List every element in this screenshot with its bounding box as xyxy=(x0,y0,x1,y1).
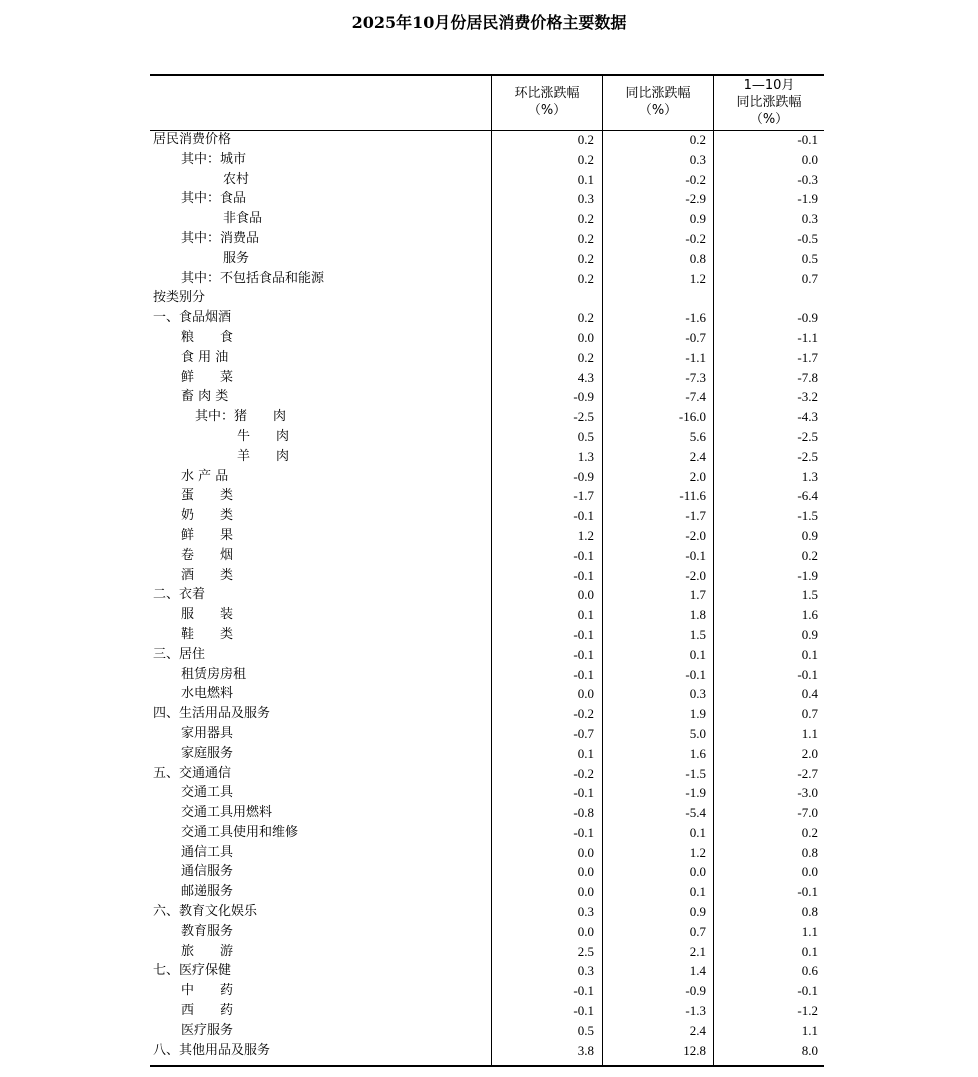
ytd-value: -0.5 xyxy=(797,230,818,246)
bottom-rule xyxy=(150,1065,824,1067)
ytd-value: -1.9 xyxy=(797,567,818,583)
table-row xyxy=(150,150,824,170)
ytd-value: 2.0 xyxy=(801,745,818,761)
mom-value: 0.2 xyxy=(577,250,594,266)
mom-value: -0.1 xyxy=(573,983,594,999)
row-label: 居民消费价格 xyxy=(153,132,232,147)
mom-value: -0.7 xyxy=(573,725,594,741)
table-row xyxy=(150,704,824,724)
ytd-value: 0.2 xyxy=(801,547,818,563)
table-row xyxy=(150,803,824,823)
header-yoy-line2: （%） xyxy=(638,103,678,118)
yoy-value: -2.9 xyxy=(685,191,706,207)
yoy-value: 1.9 xyxy=(689,706,706,722)
table-row xyxy=(150,1021,824,1041)
row-label: 医疗服务 xyxy=(181,1022,234,1038)
mom-value: 0.3 xyxy=(577,191,594,207)
ytd-value: -7.0 xyxy=(797,805,818,821)
yoy-value: -11.6 xyxy=(679,488,706,504)
row-label: 中 药 xyxy=(181,983,234,999)
ytd-value: 1.5 xyxy=(801,587,818,603)
table-row xyxy=(150,170,824,190)
ytd-value: 0.1 xyxy=(801,646,818,662)
yoy-value: 12.8 xyxy=(683,1042,706,1058)
row-label: 教育服务 xyxy=(181,923,234,939)
top-rule xyxy=(150,74,824,76)
table-row xyxy=(150,249,824,269)
yoy-value: 1.8 xyxy=(689,607,706,623)
mom-value: 0.2 xyxy=(577,349,594,365)
mom-value: -0.1 xyxy=(573,567,594,583)
header-yoy-line1: 同比涨跌幅 xyxy=(625,86,691,101)
yoy-value: 0.9 xyxy=(689,904,706,920)
yoy-value: -1.9 xyxy=(685,785,706,801)
mom-value: 0.2 xyxy=(577,270,594,286)
table-row xyxy=(150,407,824,427)
yoy-value: 0.9 xyxy=(689,211,706,227)
table-row xyxy=(150,506,824,526)
table-row xyxy=(150,922,824,942)
mom-value: 0.0 xyxy=(577,884,594,900)
ytd-value: 1.3 xyxy=(801,468,818,484)
table-row xyxy=(150,526,824,546)
mom-value: -0.1 xyxy=(573,547,594,563)
mom-value: 0.0 xyxy=(577,864,594,880)
mom-value: -0.1 xyxy=(573,626,594,642)
row-label: 三、居住 xyxy=(153,646,206,662)
table-row xyxy=(150,961,824,981)
header-ytd-line1: 1—10月 xyxy=(743,77,795,93)
ytd-value: -1.1 xyxy=(797,329,818,345)
ytd-value: -1.2 xyxy=(797,1003,818,1019)
row-label: 蛋 类 xyxy=(181,488,234,504)
ytd-value: 1.6 xyxy=(801,607,818,623)
ytd-value: -4.3 xyxy=(797,409,818,425)
table-body xyxy=(150,130,824,1060)
row-label: 交通工具 xyxy=(181,785,234,801)
row-label: 其中：消费品 xyxy=(181,230,260,246)
table-row xyxy=(150,744,824,764)
mom-value: 0.1 xyxy=(577,607,594,623)
ytd-value: -2.5 xyxy=(797,428,818,444)
row-label: 粮 食 xyxy=(181,329,234,345)
mom-value: -0.9 xyxy=(573,468,594,484)
mom-value: 0.0 xyxy=(577,844,594,860)
table-row xyxy=(150,1041,824,1061)
ytd-value: 0.9 xyxy=(801,626,818,642)
yoy-value: 2.4 xyxy=(689,448,706,464)
mom-value: -2.5 xyxy=(573,409,594,425)
table-row xyxy=(150,882,824,902)
row-label: 旅 游 xyxy=(181,943,234,959)
ytd-value: 0.7 xyxy=(801,706,818,722)
yoy-value: -7.3 xyxy=(685,369,706,385)
row-label: 家用器具 xyxy=(181,725,234,741)
table-row xyxy=(150,1001,824,1021)
ytd-value: -0.1 xyxy=(797,884,818,900)
yoy-value: 1.7 xyxy=(689,587,706,603)
row-label: 鲜 菜 xyxy=(181,369,234,385)
ytd-value: 0.1 xyxy=(801,943,818,959)
header-mom xyxy=(492,74,602,130)
row-label: 酒 类 xyxy=(181,567,234,583)
yoy-value: 0.2 xyxy=(689,132,706,147)
row-label: 一、食品烟酒 xyxy=(153,310,232,326)
table-row xyxy=(150,447,824,467)
ytd-value: -7.8 xyxy=(797,369,818,385)
table-row xyxy=(150,823,824,843)
row-label: 通信服务 xyxy=(181,864,234,880)
mom-value: 0.0 xyxy=(577,587,594,603)
ytd-value: 0.2 xyxy=(801,824,818,840)
mom-value: -0.1 xyxy=(573,1003,594,1019)
row-label: 奶 类 xyxy=(181,508,234,524)
ytd-value: -2.5 xyxy=(797,448,818,464)
mom-value: -0.8 xyxy=(573,805,594,821)
ytd-value: 0.9 xyxy=(801,527,818,543)
row-label: 四、生活用品及服务 xyxy=(153,706,271,722)
mom-value: -1.7 xyxy=(573,488,594,504)
row-label: 水电燃料 xyxy=(181,686,234,702)
table-row xyxy=(150,605,824,625)
yoy-value: -7.4 xyxy=(685,389,706,405)
row-label: 服务 xyxy=(223,250,250,266)
yoy-value: -1.6 xyxy=(685,310,706,326)
mom-value: 0.1 xyxy=(577,171,594,187)
table-row xyxy=(150,328,824,348)
ytd-value: -3.2 xyxy=(797,389,818,405)
ytd-value: 1.1 xyxy=(801,923,818,939)
mom-value: 0.0 xyxy=(577,686,594,702)
table-row xyxy=(150,486,824,506)
mom-value: 0.2 xyxy=(577,230,594,246)
ytd-value: -0.1 xyxy=(797,132,818,147)
row-label: 七、医疗保健 xyxy=(153,963,232,979)
yoy-value: 1.5 xyxy=(689,626,706,642)
row-label: 租赁房房租 xyxy=(181,666,247,682)
row-label: 其中：食品 xyxy=(181,191,247,207)
row-label: 畜 肉 类 xyxy=(181,389,229,405)
mom-value: 2.5 xyxy=(577,943,594,959)
mom-value: 0.5 xyxy=(577,428,594,444)
yoy-value: -1.5 xyxy=(685,765,706,781)
row-label: 食 用 油 xyxy=(181,349,229,365)
yoy-value: -1.3 xyxy=(685,1003,706,1019)
yoy-value: -2.0 xyxy=(685,527,706,543)
table-row xyxy=(150,348,824,368)
mom-value: -0.2 xyxy=(573,765,594,781)
row-label: 通信工具 xyxy=(181,844,234,860)
ytd-value: -3.0 xyxy=(797,785,818,801)
table-row xyxy=(150,566,824,586)
table-row xyxy=(150,862,824,882)
mom-value: 0.2 xyxy=(577,151,594,167)
ytd-value: 0.6 xyxy=(801,963,818,979)
ytd-value: -0.1 xyxy=(797,666,818,682)
table-row xyxy=(150,585,824,605)
table-row xyxy=(150,269,824,289)
header-ytd-line3: （%） xyxy=(749,111,789,127)
row-label: 其中：城市 xyxy=(181,151,247,167)
ytd-value: -1.5 xyxy=(797,508,818,524)
mom-value: 0.0 xyxy=(577,329,594,345)
mom-value: -0.1 xyxy=(573,785,594,801)
ytd-value: 0.8 xyxy=(801,844,818,860)
ytd-value: 1.1 xyxy=(801,725,818,741)
mom-value: 0.5 xyxy=(577,1022,594,1038)
yoy-value: 0.1 xyxy=(689,824,706,840)
ytd-value: 0.5 xyxy=(801,250,818,266)
row-label: 其中：不包括食品和能源 xyxy=(181,270,325,286)
table-row xyxy=(150,645,824,665)
ytd-value: 0.8 xyxy=(801,904,818,920)
mom-value: -0.1 xyxy=(573,666,594,682)
ytd-value: -0.1 xyxy=(797,983,818,999)
yoy-value: -0.2 xyxy=(685,230,706,246)
ytd-value: -1.9 xyxy=(797,191,818,207)
yoy-value: 0.3 xyxy=(689,686,706,702)
page-title: 2025年10月份居民消费价格主要数据 xyxy=(351,13,627,32)
mom-value: 0.0 xyxy=(577,923,594,939)
header-mom-line2: （%） xyxy=(527,103,567,118)
yoy-value: -5.4 xyxy=(685,805,706,821)
table-row xyxy=(150,229,824,249)
yoy-value: 2.4 xyxy=(689,1022,706,1038)
table-row xyxy=(150,427,824,447)
row-label: 羊 肉 xyxy=(237,448,290,464)
yoy-value: 5.0 xyxy=(689,725,706,741)
table-row xyxy=(150,684,824,704)
yoy-value: 1.4 xyxy=(689,963,706,979)
table-row xyxy=(150,665,824,685)
table-row xyxy=(150,467,824,487)
row-label: 农村 xyxy=(223,171,250,187)
mom-value: 0.2 xyxy=(577,132,594,147)
row-label: 交通工具使用和维修 xyxy=(181,824,299,840)
ytd-value: -0.3 xyxy=(797,171,818,187)
table-row xyxy=(150,625,824,645)
ytd-value: 1.1 xyxy=(801,1022,818,1038)
table-row xyxy=(150,724,824,744)
ytd-value: 0.0 xyxy=(801,151,818,167)
ytd-value: -0.9 xyxy=(797,310,818,326)
ytd-value: 0.4 xyxy=(801,686,818,702)
yoy-value: 0.0 xyxy=(689,864,706,880)
table-row xyxy=(150,368,824,388)
mom-value: -0.1 xyxy=(573,646,594,662)
mom-value: 3.8 xyxy=(577,1042,594,1058)
yoy-value: 5.6 xyxy=(689,428,706,444)
table-row xyxy=(150,942,824,962)
table-row xyxy=(150,288,824,308)
mom-value: -0.1 xyxy=(573,824,594,840)
row-label: 鞋 类 xyxy=(181,626,234,642)
yoy-value: -16.0 xyxy=(678,409,706,425)
mom-value: 0.3 xyxy=(577,904,594,920)
table-header xyxy=(150,74,824,131)
table-row xyxy=(150,902,824,922)
header-ytd-line2: 同比涨跌幅 xyxy=(736,94,802,110)
yoy-value: -0.1 xyxy=(685,547,706,563)
header-ytd xyxy=(714,74,824,130)
mom-value: 1.2 xyxy=(577,527,594,543)
row-label: 西 药 xyxy=(181,1003,234,1019)
mom-value: -0.9 xyxy=(573,389,594,405)
table-row xyxy=(150,209,824,229)
yoy-value: -0.1 xyxy=(685,666,706,682)
row-label: 交通工具用燃料 xyxy=(181,805,273,821)
mom-value: 0.3 xyxy=(577,963,594,979)
row-label: 五、交通通信 xyxy=(153,765,232,781)
yoy-value: 2.0 xyxy=(689,468,706,484)
yoy-value: 0.7 xyxy=(689,923,706,939)
ytd-value: 0.7 xyxy=(801,270,818,286)
mom-value: 1.3 xyxy=(577,448,594,464)
yoy-value: -0.9 xyxy=(685,983,706,999)
yoy-value: -0.7 xyxy=(685,329,706,345)
header-mom-line1: 环比涨跌幅 xyxy=(514,86,580,101)
ytd-value: 8.0 xyxy=(801,1042,818,1058)
yoy-value: 1.2 xyxy=(689,270,706,286)
table-row xyxy=(150,783,824,803)
row-label: 家庭服务 xyxy=(181,745,234,761)
yoy-value: -0.2 xyxy=(685,171,706,187)
row-label: 按类别分 xyxy=(153,290,206,306)
table-row xyxy=(150,387,824,407)
row-label: 鲜 果 xyxy=(181,527,234,543)
yoy-value: 0.8 xyxy=(689,250,706,266)
row-label: 二、衣着 xyxy=(153,587,206,603)
table-row xyxy=(150,764,824,784)
yoy-value: -1.1 xyxy=(685,349,706,365)
row-label: 其中：猪 肉 xyxy=(195,409,287,425)
table-row xyxy=(150,189,824,209)
row-label: 非食品 xyxy=(223,211,263,227)
mom-value: 0.1 xyxy=(577,745,594,761)
table-row xyxy=(150,546,824,566)
yoy-value: -2.0 xyxy=(685,567,706,583)
yoy-value: 2.1 xyxy=(689,943,706,959)
table-row xyxy=(150,981,824,1001)
row-label: 六、教育文化娱乐 xyxy=(153,904,258,920)
mom-value: 0.2 xyxy=(577,310,594,326)
row-label: 卷 烟 xyxy=(181,547,234,563)
row-label: 八、其他用品及服务 xyxy=(153,1042,271,1058)
table-row xyxy=(150,308,824,328)
ytd-value: -6.4 xyxy=(797,488,818,504)
yoy-value: 0.1 xyxy=(689,884,706,900)
yoy-value: 1.6 xyxy=(689,745,706,761)
mom-value: 0.2 xyxy=(577,211,594,227)
ytd-value: 0.3 xyxy=(801,211,818,227)
mom-value: -0.1 xyxy=(573,508,594,524)
header-yoy xyxy=(603,74,713,130)
row-label: 邮递服务 xyxy=(181,884,234,900)
yoy-value: 1.2 xyxy=(689,844,706,860)
row-label: 水 产 品 xyxy=(181,468,229,484)
ytd-value: 0.0 xyxy=(801,864,818,880)
table-row xyxy=(150,843,824,863)
yoy-value: -1.7 xyxy=(685,508,706,524)
row-label: 服 装 xyxy=(181,607,234,623)
yoy-value: 0.1 xyxy=(689,646,706,662)
mom-value: -0.2 xyxy=(573,706,594,722)
row-label: 牛 肉 xyxy=(237,428,290,444)
table-row xyxy=(150,130,824,150)
mom-value: 4.3 xyxy=(577,369,594,385)
ytd-value: -1.7 xyxy=(797,349,818,365)
ytd-value: -2.7 xyxy=(797,765,818,781)
yoy-value: 0.3 xyxy=(689,151,706,167)
